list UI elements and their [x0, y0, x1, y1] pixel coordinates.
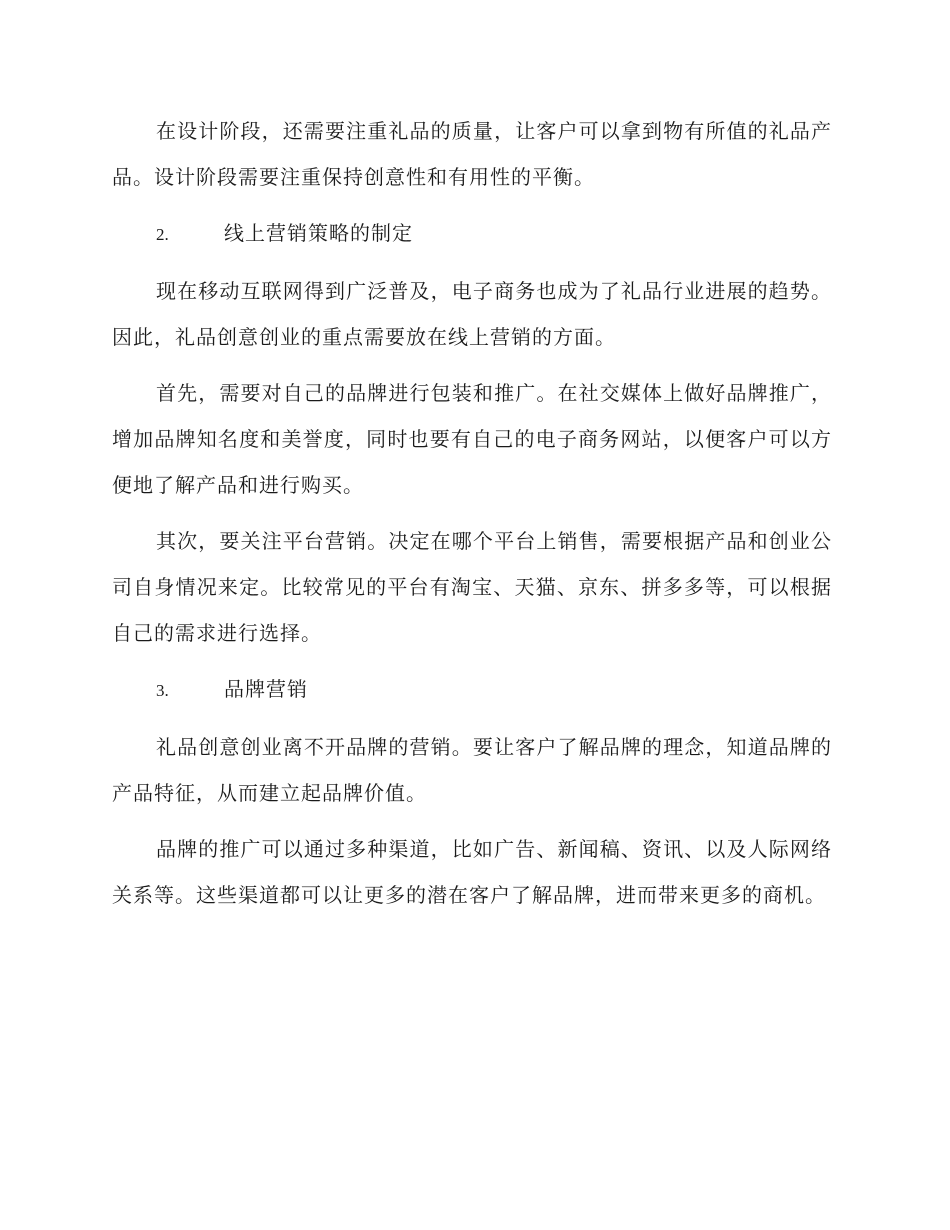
- paragraph-platform-marketing: 其次，要关注平台营销。决定在哪个平台上销售，需要根据产品和创业公司自身情况来定。比较常见的平台有淘宝、天猫、京东、拼多多等，可以根据自己的需求进行选择。: [112, 529, 832, 645]
- document-body: [112, 108, 832, 928]
- section-heading-online-marketing: [112, 210, 832, 258]
- paragraph-brand-channels: 品牌的推广可以通过多种渠道，比如广告、新闻稿、资讯、以及人际网络关系等。这些渠道都可以让更多的潜在客户了解品牌，进而带来更多的商机。: [112, 837, 832, 907]
- paragraph-mobile-internet: 现在移动互联网得到广泛普及，电子商务也成为了礼品行业进展的趋势。因此，礼品创意创业的重点需要放在线上营销的方面。: [112, 279, 832, 349]
- section-title: 线上营销策略的制定: [224, 221, 413, 245]
- section-number: 3.: [156, 681, 169, 700]
- paragraph-brand-packaging: 首先，需要对自己的品牌进行包装和推广。在社交媒体上做好品牌推广，增加品牌知名度和美誉度，同时也要有自己的电子商务网站，以便客户可以方便地了解产品和进行购买。: [112, 381, 832, 497]
- paragraph-brand-value: 礼品创意创业离不开品牌的营销。要让客户了解品牌的理念，知道品牌的产品特征，从而建立起品牌价值。: [112, 735, 832, 805]
- paragraph-design-quality: 在设计阶段，还需要注重礼品的质量，让客户可以拿到物有所值的礼品产品。设计阶段需要注重保持创意性和有用性的平衡。: [112, 119, 832, 189]
- section-number: 2.: [156, 225, 169, 244]
- section-title: 品牌营销: [224, 677, 308, 701]
- section-heading-brand-marketing: [112, 666, 832, 714]
